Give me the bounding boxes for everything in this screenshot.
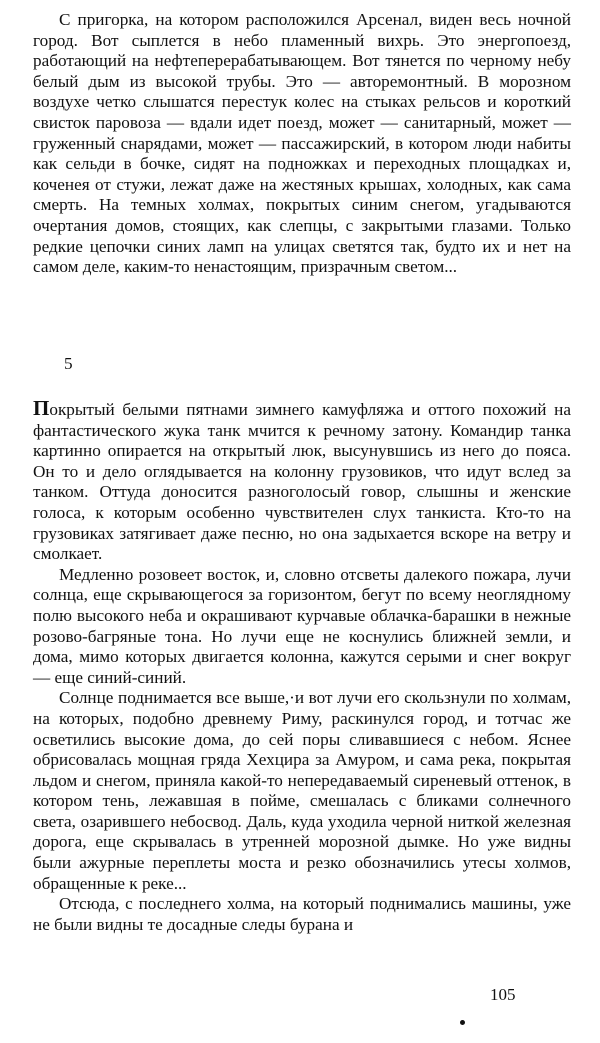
page-number: 105 [490,985,516,1004]
print-speck [460,1020,465,1025]
tank-paragraph-text: окрытый белыми пятнами зимнего камуфляжа и оттого похожий на фантастического жука танк мчится к речному затону. Командир танка картинно опирается на открытый люк, высунувшись из него до пояса. Он то и дело оглядывается на колонну грузовиков, что идут вслед за танком. Оттуда доносится разноголосый говор, слышны и женские голоса, к которым особенно чувствителен слух танкиста. Кто-то на грузовиках затягивает даже песню, но она задыхается вскоре на ветру и смолкает. [33,400,571,564]
last-hill-paragraph: Отсюда, с последнего холма, на который поднимались машины, уже не были видны те досадные следы бурана и [33,894,571,934]
night-city-paragraph: С пригорка, на котором расположился Арсенал, виден весь ночной город. Вот сыплется в небо пламенный вихрь. Это энергопоезд, работающий на нефтеперерабатывающем. Вот тянется по черному небу белый дым из высокой трубы. Это — авторемонтный. В морозном воздухе четко слышатся перестук колес на стыках рельсов и короткий свисток паровоза — вдали идет поезд, может — санитарный, может — груженный снарядами, может — пассажирский, в котором люди набиты как сельди в бочке, сидят на подножках и переходных площадках и, коченея от стужи, лежат даже на жестяных крышах, холодных, как сама смерть. На темных холмах, покрытых синим снегом, угадываются очертания домов, стоящих, как слепцы, с закрытыми глазами. Только редкие цепочки синих ламп на улицах светятся так, будто их и нет на самом деле, каким-то ненастоящим, призрачным светом... [33,10,571,277]
tank-paragraph [33,398,571,565]
top-text-block [33,10,571,278]
sunrise-city-paragraph: Солнце поднимается все выше,·и вот лучи его скользнули по холмам, на которых, подобно древнему Риму, раскинулся город, и тотчас же осветились высокие дома, до сей поры сливавшиеся с небом. Яснее обрисовалась мощная гряда Хехцира за Амуром, и сама река, покрытая льдом и снегом, приняла какой-то непередаваемый сиреневый оттенок, в котором тень, лежавшая в пойме, смешалась с бликами солнечного света, озарившего небосвод. Даль, куда уходила черной ниткой железная дорога, еще скрывалась в утренней морозной дымке. Но уже видны были ажурные переплеты моста и резко обозначились утесы холмов, обращенные к реке... [33,688,571,893]
section-text-block [33,398,571,935]
paragraph-initial-letter: П [33,396,50,420]
section-number: 5 [64,354,73,373]
dawn-paragraph: Медленно розовеет восток, и, словно отсветы далекого пожара, лучи солнца, еще скрывающегося за горизонтом, бегут по всему неоглядному полю высокого неба и окрашивают курчавые облачка-барашки в нежные розово-багряные тона. Но лучи еще не коснулись ближней земли, и дома, мимо которых двигается колонна, кажутся серыми и снег вокруг — еще синий-синий. [33,564,571,687]
